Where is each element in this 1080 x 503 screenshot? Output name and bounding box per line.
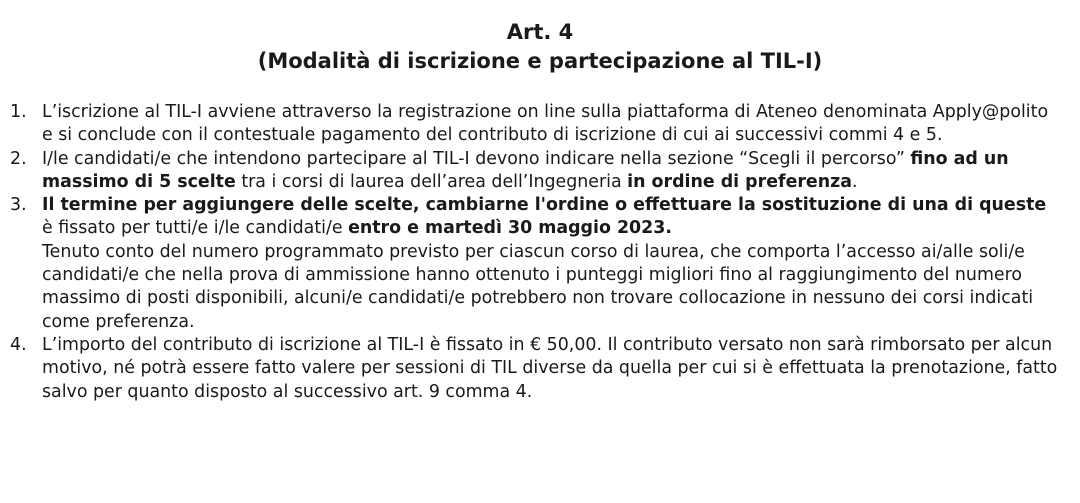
item-text-part: tra i corsi di laurea dell’area dell’Ingegneria bbox=[235, 171, 628, 192]
item-number: 4. bbox=[10, 334, 27, 355]
list-item bbox=[0, 334, 1060, 404]
article-list bbox=[0, 101, 1060, 404]
item-bold-text: Il termine per aggiungere delle scelte, cambiarne l'ordine o effettuare la sostituzione di una di queste bbox=[42, 195, 1047, 216]
list-item bbox=[0, 101, 1060, 148]
list-item bbox=[0, 148, 1060, 195]
item-text bbox=[42, 195, 1060, 334]
item-text: L’importo del contributo di iscrizione al TIL-I è fissato in € 50,00. Il contributo versato non sarà rimborsato per alcun motivo, né potrà essere fatto valere per sessioni di TIL diverse da quella per cui si è effettuata la prenotazione, fatto salvo per quanto disposto al successivo art. 9 comma 4. bbox=[42, 334, 1058, 402]
item-text-part: è fissato per tutti/e i/le candidati/e bbox=[42, 218, 349, 239]
item-text-part: . bbox=[851, 171, 858, 192]
item-paragraph: Tenuto conto del numero programmato previsto per ciascun corso di laurea, che comporta l’accesso ai/alle soli/e candidati/e che nella prova di ammissione hanno ottenuto i punteggi migliori fino al raggiungimento del numero massimo di posti disponibili, alcuni/e candidati/e potrebbero non trovare collocazione in nessuno dei corsi indicati come preferenza. bbox=[42, 241, 1034, 332]
list-item bbox=[0, 194, 1060, 334]
item-number: 2. bbox=[10, 148, 27, 169]
item-number: 3. bbox=[10, 195, 27, 216]
article-title: Art. 4 bbox=[506, 20, 574, 44]
item-text: L’iscrizione al TIL-I avviene attraverso la registrazione on line sulla piattaforma di Ateneo denominata Apply@polito e si conclude con il contestuale pagamento del contributo di iscrizione di cui ai successivi commi 4 e 5. bbox=[42, 102, 1049, 146]
item-number: 1. bbox=[10, 102, 27, 122]
item-text-part: I/le candidati/e che intendono partecipare al TIL-I devono indicare nella sezione “Scegli il percorso” bbox=[42, 148, 911, 169]
article-subtitle: (Modalità di iscrizione e partecipazione al TIL-I) bbox=[257, 49, 823, 73]
item-bold-text: entro e martedì 30 maggio 2023. bbox=[348, 218, 672, 239]
item-bold-text: in ordine di preferenza bbox=[627, 171, 852, 192]
item-text bbox=[42, 149, 1009, 192]
item-bold-text: fino ad un massimo di 5 scelte bbox=[42, 148, 1009, 192]
